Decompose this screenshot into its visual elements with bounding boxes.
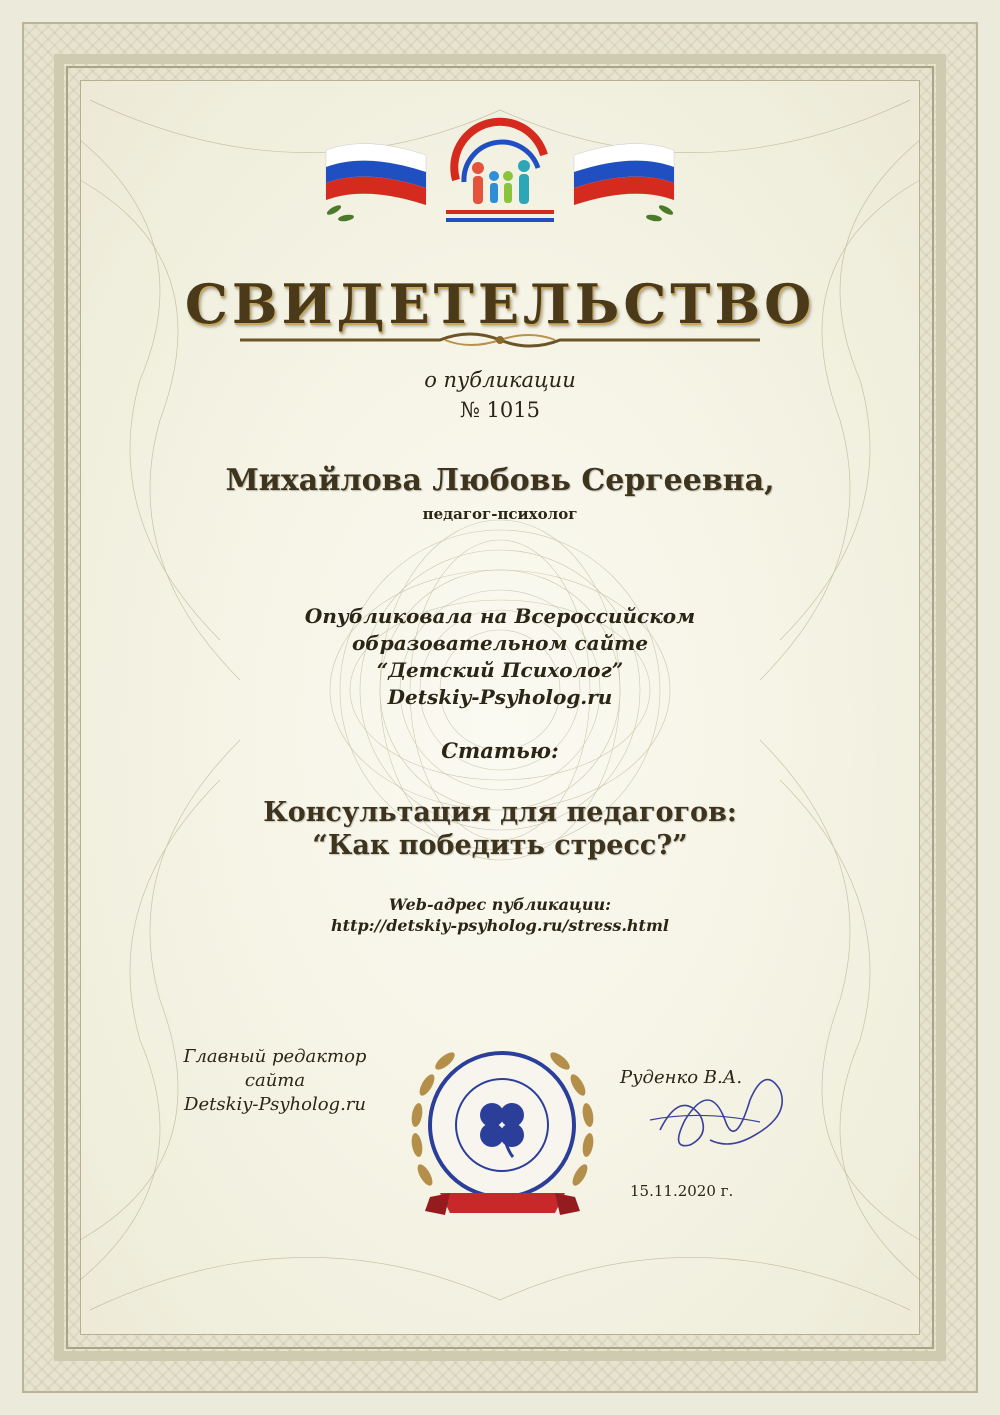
left-flag-icon	[326, 144, 426, 205]
russia-flag-emblem-icon	[316, 110, 684, 235]
editor-block	[165, 1045, 385, 1117]
signature-icon	[640, 1060, 800, 1170]
editor-line: Detskiy-Psyholog.ru	[184, 1094, 366, 1115]
right-flag-icon	[574, 144, 674, 205]
published-line: образовательном сайте	[351, 631, 649, 655]
certificate-number: № 1015	[460, 398, 540, 422]
published-line: Опубликовала на Всероссийском	[304, 604, 696, 628]
certificate-title: СВИДЕТЕЛЬСТВО	[184, 272, 816, 336]
editor-line: Главный редактор	[183, 1046, 367, 1067]
published-line: “Детский Психолог”	[376, 658, 624, 682]
recipient-role: педагог-психолог	[422, 505, 578, 523]
article-title-line: Консультация для педагогов:	[263, 797, 737, 828]
article-label: Статью:	[441, 738, 559, 763]
title-ornament-icon	[240, 328, 760, 352]
editor-line: сайта	[244, 1070, 306, 1091]
seal-icon	[395, 1025, 610, 1235]
subtitle: о публикации	[424, 368, 576, 392]
web-address-label: Web-адрес публикации:	[388, 895, 612, 914]
family-emblem-icon	[446, 122, 554, 222]
recipient-name: Михайлова Любовь Сергеевна,	[225, 463, 775, 498]
issue-date: 15.11.2020 г.	[630, 1182, 734, 1200]
signer-name: Руденко В.А.	[620, 1067, 743, 1088]
published-line: Detskiy-Psyholog.ru	[387, 685, 613, 709]
article-title-line: “Как победить стресс?”	[312, 830, 688, 861]
web-address-url[interactable]: http://detskiy-psyholog.ru/stress.html	[331, 916, 669, 935]
